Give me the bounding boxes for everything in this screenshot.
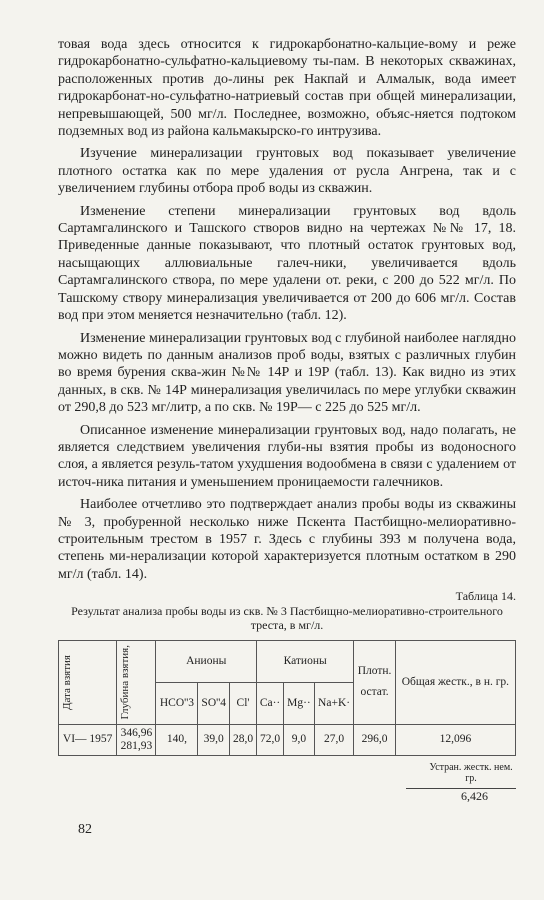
footnote-label: Устран. жестк. нем. гр. (429, 761, 513, 784)
paragraph-4: Изменение минерализации грунтовых вод с глубиной наиболее наглядно можно видеть по данным анализов проб воды, взятых с различных глубин во время бурения сква-жин №№ 14Р и 19Р (табл. 13). Как видно из этих данных, в скв. № 14Р минерализация увеличилась по мере углубки скважин от 290,8 до 523 мг/литр, а по скв. № 19Р— с 225 до 525 мг/л. (58, 330, 516, 416)
header-date: Дата взятия (59, 641, 117, 724)
header-nak: Na+K· (314, 682, 354, 724)
cell-so4: 39,0 (198, 724, 230, 755)
analysis-table (58, 640, 516, 755)
cell-date: VI— 1957 (59, 724, 117, 755)
header-depth: Глубина взятия, (117, 641, 156, 724)
table-header-row-1 (59, 641, 516, 683)
header-dry-residue: Плотн. остат. (354, 641, 395, 724)
table-caption: Результат анализа пробы воды из скв. № 3 Пастбищно-мелиоративно-строительного треста, в мг/л. (71, 604, 503, 633)
cell-depth: 346,96 281,93 (117, 724, 156, 755)
header-so4: SO''4 (198, 682, 230, 724)
table-label: Таблица 14. (455, 589, 516, 604)
header-anions: Анионы (156, 641, 256, 683)
cell-nak: 27,0 (314, 724, 354, 755)
cell-cl: 28,0 (230, 724, 257, 755)
cell-dry-residue: 296,0 (354, 724, 395, 755)
paragraph-1: товая вода здесь относится к гидрокарбонатно-кальцие-вому и реже гидрокарбонатно-сульфатно-кальциевому ты-пам. В некоторых скважинах, расположенных против до-лины рек Накпай и Алмалык, вода имеет гидрокарбонат-но-сульфатно-натриевый состав при общей минерализации, непревышающей, 500 мг/л. Последнее, возможно, объяс-няется подтоком подземных вод из района кальмакырско-го интрузива. (58, 37, 516, 140)
header-hardness: Общая жестк., в н. гр. (395, 641, 515, 724)
paragraph-3: Изменение степени минерализации грунтовых вод вдоль Сартамгалинского и Ташского створов видно на чертежах №№ 17, 18. Приведенные данные показывают, что плотный остаток грунтовых вод, насыщающих аллювиальные галеч-ники, увеличивается вдоль Сартамгалинского створа, по мере удалени от. реки, с 200 до 522 мг/л. По Ташскому створу минерализация увеличивается от 200 до 606 мг/л. Состав вод при этом меняется незначительно (табл. 12). (58, 203, 516, 324)
header-cations: Катионы (256, 641, 353, 683)
header-cl: Cl' (230, 682, 257, 724)
page-content (58, 36, 516, 803)
footnote-value: 6,426 (461, 788, 488, 803)
header-ca: Ca·· (256, 682, 283, 724)
table-row (59, 724, 516, 755)
paragraph-2: Изучение минерализации грунтовых вод показывает увеличение плотного остатка как по мере удаления от русла Ангрена, так и с увеличением глубины отбора проб воды из скважин. (58, 146, 516, 197)
paragraph-6: Наиболее отчетливо это подтверждает анализ пробы воды из скважины № 3, пробуренной несколько ниже Пскента Пастбищно-мелиоративно-строительным трестом в 1957 г. Здесь с глубины 393 м получена вода, степень ми-нерализации которой характеризуется плотным остатком в 290 мг/л (табл. 14). (58, 497, 516, 582)
header-mg: Mg·· (284, 682, 315, 724)
cell-hco3: 140, (156, 724, 198, 755)
cell-hardness: 12,096 (395, 724, 515, 755)
table-footnote (58, 761, 516, 803)
paragraph-5: Описанное изменение минерализации грунтовых вод, надо полагать, не является следствием увеличения глуби-ны взятия пробы из водоносного слоя, а является резуль-татом ухудшения водообмена в связи с удалением от источ-ника питания и уменьшением проницаемости галечников. (58, 422, 516, 490)
cell-ca: 72,0 (256, 724, 283, 755)
page-number: 82 (78, 822, 92, 837)
cell-mg: 9,0 (284, 724, 315, 755)
header-hco3: HCO''3 (156, 682, 198, 724)
